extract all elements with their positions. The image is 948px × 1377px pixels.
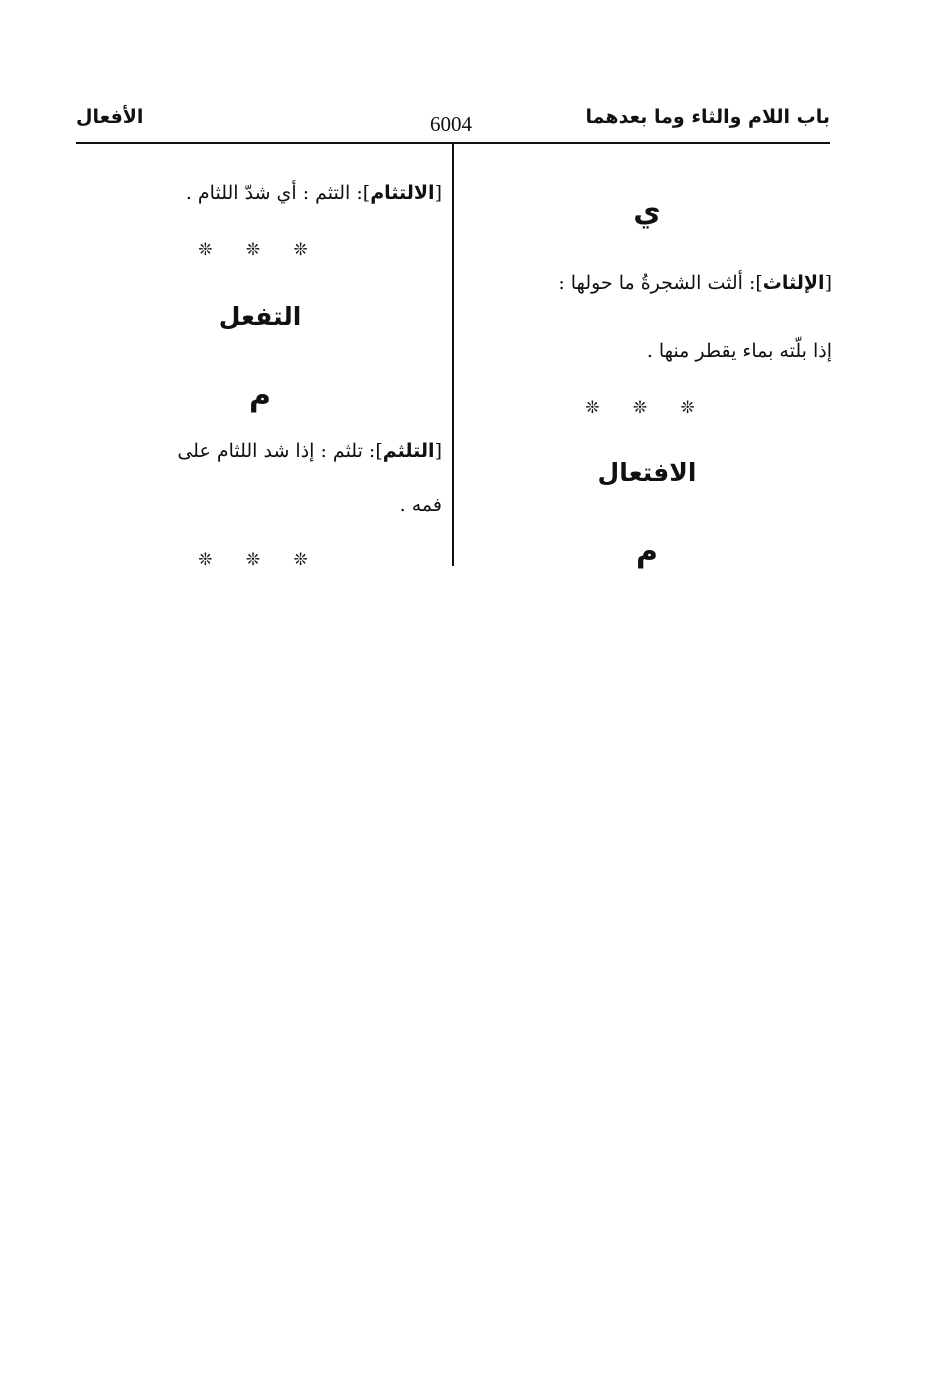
section-heading-iftial: الافتعال: [597, 458, 697, 487]
page-header: [76, 104, 830, 144]
separator-stars: ❊ ❊ ❊: [198, 550, 322, 570]
entry-definition: : تلثم : إذا شد اللثام على: [177, 440, 376, 462]
entry-term: التلثم: [382, 440, 435, 462]
chapter-title: باب اللام والثاء وما بعدهما: [585, 106, 830, 128]
entry-iltitham: [الالتثام]: التثم : أي شدّ اللثام .: [185, 182, 442, 204]
section-heading-tafaul: التفعل: [218, 302, 302, 331]
separator-stars: ❊ ❊ ❊: [198, 240, 322, 260]
root-letter-ya: ي: [633, 194, 661, 229]
entry-term: الإلثاث: [762, 272, 825, 294]
entry-talaththum: [التلثم]: تلثم : إذا شد اللثام على: [177, 440, 442, 462]
section-title: الأفعال: [76, 106, 144, 128]
column-divider: [452, 144, 454, 566]
separator-stars: ❊ ❊ ❊: [585, 398, 709, 418]
entry-ilthath: [الإلثاث]: ألثت الشجرةُ ما حولها :: [558, 272, 832, 294]
root-letter-mim: م: [249, 378, 271, 413]
entry-ilthath-continued: إذا بلّته بماء يقطر منها .: [646, 340, 832, 362]
root-letter-mim: م: [636, 534, 658, 569]
entry-term: الالتثام: [370, 182, 435, 204]
entry-definition: : التثم : أي شدّ اللثام .: [185, 182, 363, 204]
entry-talaththum-continued: فمه .: [399, 494, 442, 516]
page-number: 6004: [430, 112, 472, 136]
entry-definition: : ألثت الشجرةُ ما حولها :: [558, 272, 756, 294]
